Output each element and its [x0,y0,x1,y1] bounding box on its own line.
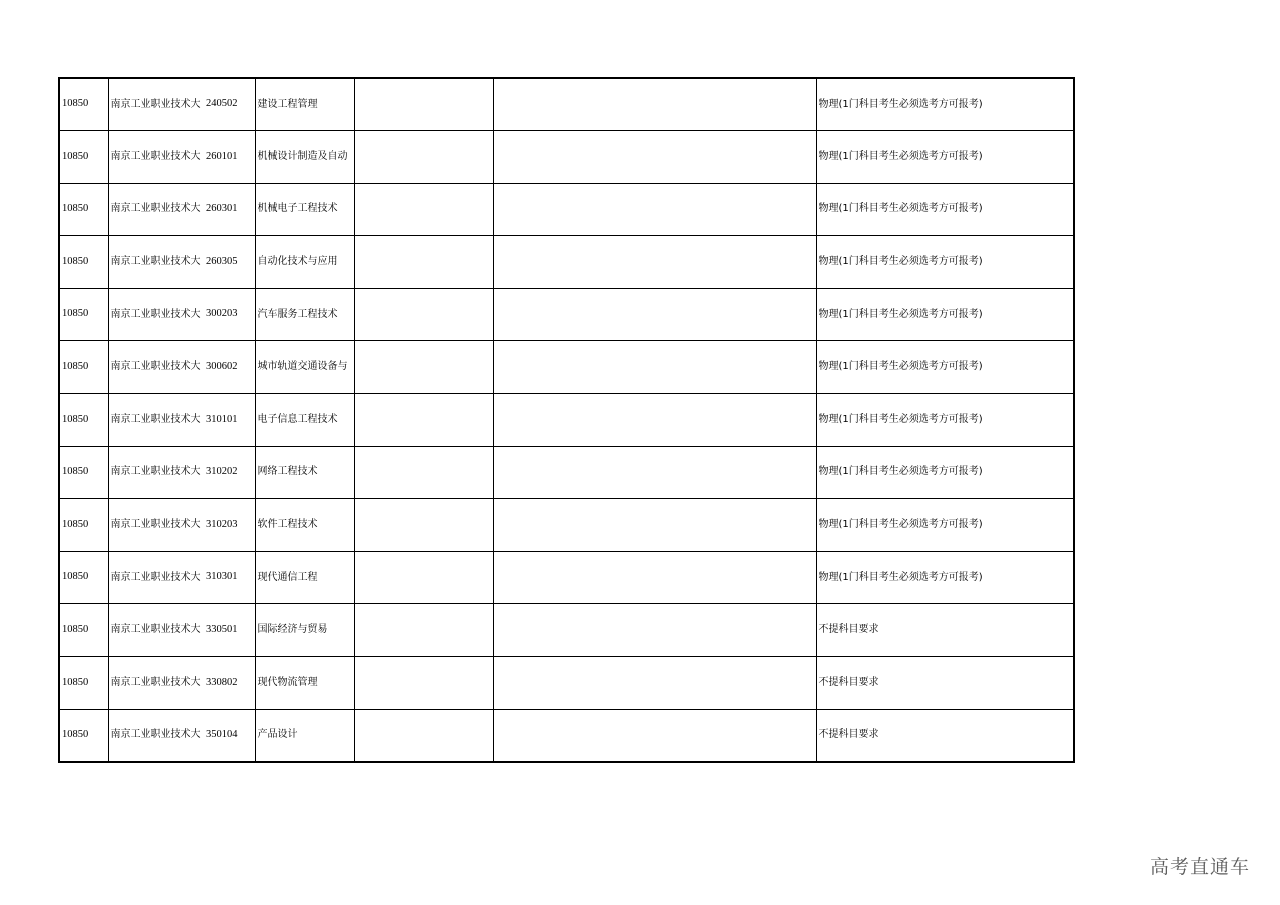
major-code-cell: 310101 [206,394,255,447]
table-row [59,657,1074,710]
major-code-cell: 300203 [206,288,255,341]
school-name-cell: 南京工业职业技术大 [108,604,206,657]
school-code-cell: 10850 [59,499,108,552]
school-code-cell: 10850 [59,131,108,184]
school-name-cell: 南京工业职业技术大 [108,394,206,447]
empty-cell [493,78,816,131]
major-code-cell: 240502 [206,78,255,131]
school-code-cell: 10850 [59,551,108,604]
empty-cell [493,551,816,604]
major-code-cell: 300602 [206,341,255,394]
table-row [59,341,1074,394]
school-name-cell: 南京工业职业技术大 [108,236,206,289]
empty-cell [354,604,493,657]
table-row [59,446,1074,499]
major-name-cell: 建设工程管理 [255,78,354,131]
empty-cell [493,446,816,499]
empty-cell [493,394,816,447]
school-name-cell: 南京工业职业技术大 [108,446,206,499]
subject-requirement-cell: 物理(1门科目考生必须选考方可报考) [816,131,1074,184]
major-name-cell: 现代物流管理 [255,657,354,710]
table-row [59,131,1074,184]
empty-cell [493,709,816,762]
school-code-cell: 10850 [59,341,108,394]
table-body [59,78,1074,762]
table-row [59,551,1074,604]
school-name-cell: 南京工业职业技术大 [108,131,206,184]
school-name-cell: 南京工业职业技术大 [108,709,206,762]
empty-cell [493,288,816,341]
major-name-cell: 现代通信工程 [255,551,354,604]
major-code-cell: 260305 [206,236,255,289]
school-name-cell: 南京工业职业技术大 [108,657,206,710]
empty-cell [493,499,816,552]
school-name-cell: 南京工业职业技术大 [108,288,206,341]
major-code-cell: 350104 [206,709,255,762]
major-code-cell: 330802 [206,657,255,710]
subject-requirement-cell: 物理(1门科目考生必须选考方可报考) [816,446,1074,499]
subject-requirement-cell: 物理(1门科目考生必须选考方可报考) [816,394,1074,447]
subject-requirement-cell: 不提科目要求 [816,709,1074,762]
empty-cell [354,394,493,447]
empty-cell [354,341,493,394]
table-row [59,604,1074,657]
empty-cell [493,131,816,184]
major-code-cell: 330501 [206,604,255,657]
school-code-cell: 10850 [59,394,108,447]
school-code-cell: 10850 [59,236,108,289]
school-code-cell: 10850 [59,183,108,236]
subject-requirement-cell: 物理(1门科目考生必须选考方可报考) [816,236,1074,289]
empty-cell [354,709,493,762]
subject-requirement-cell: 物理(1门科目考生必须选考方可报考) [816,288,1074,341]
school-code-cell: 10850 [59,657,108,710]
table-row [59,78,1074,131]
major-name-cell: 软件工程技术 [255,499,354,552]
major-name-cell: 产品设计 [255,709,354,762]
major-code-cell: 310301 [206,551,255,604]
empty-cell [354,657,493,710]
subject-requirement-cell: 物理(1门科目考生必须选考方可报考) [816,341,1074,394]
empty-cell [354,78,493,131]
subject-requirement-cell: 物理(1门科目考生必须选考方可报考) [816,183,1074,236]
requirements-table [58,77,1075,763]
empty-cell [493,604,816,657]
empty-cell [354,499,493,552]
school-code-cell: 10850 [59,604,108,657]
table-row [59,499,1074,552]
school-code-cell: 10850 [59,288,108,341]
table-row [59,709,1074,762]
school-name-cell: 南京工业职业技术大 [108,183,206,236]
table-row [59,394,1074,447]
empty-cell [354,446,493,499]
school-name-cell: 南京工业职业技术大 [108,499,206,552]
school-name-cell: 南京工业职业技术大 [108,551,206,604]
school-name-cell: 南京工业职业技术大 [108,341,206,394]
empty-cell [354,236,493,289]
empty-cell [493,341,816,394]
school-code-cell: 10850 [59,709,108,762]
major-name-cell: 自动化技术与应用 [255,236,354,289]
subject-requirement-cell: 物理(1门科目考生必须选考方可报考) [816,499,1074,552]
major-name-cell: 城市轨道交通设备与 [255,341,354,394]
school-name-cell: 南京工业职业技术大 [108,78,206,131]
empty-cell [354,288,493,341]
school-code-cell: 10850 [59,446,108,499]
empty-cell [354,183,493,236]
table-row [59,236,1074,289]
major-name-cell: 机械设计制造及自动 [255,131,354,184]
major-name-cell: 机械电子工程技术 [255,183,354,236]
major-code-cell: 310203 [206,499,255,552]
watermark-text: 高考直通车 [1149,856,1250,878]
subject-requirement-cell: 不提科目要求 [816,657,1074,710]
school-code-cell: 10850 [59,78,108,131]
empty-cell [354,131,493,184]
major-name-cell: 网络工程技术 [255,446,354,499]
major-name-cell: 电子信息工程技术 [255,394,354,447]
subject-requirement-cell: 不提科目要求 [816,604,1074,657]
subject-requirement-cell: 物理(1门科目考生必须选考方可报考) [816,78,1074,131]
major-name-cell: 汽车服务工程技术 [255,288,354,341]
major-code-cell: 260101 [206,131,255,184]
major-name-cell: 国际经济与贸易 [255,604,354,657]
subject-requirement-cell: 物理(1门科目考生必须选考方可报考) [816,551,1074,604]
empty-cell [493,236,816,289]
major-code-cell: 310202 [206,446,255,499]
table-row [59,288,1074,341]
empty-cell [493,183,816,236]
empty-cell [493,657,816,710]
empty-cell [354,551,493,604]
table-row [59,183,1074,236]
major-code-cell: 260301 [206,183,255,236]
